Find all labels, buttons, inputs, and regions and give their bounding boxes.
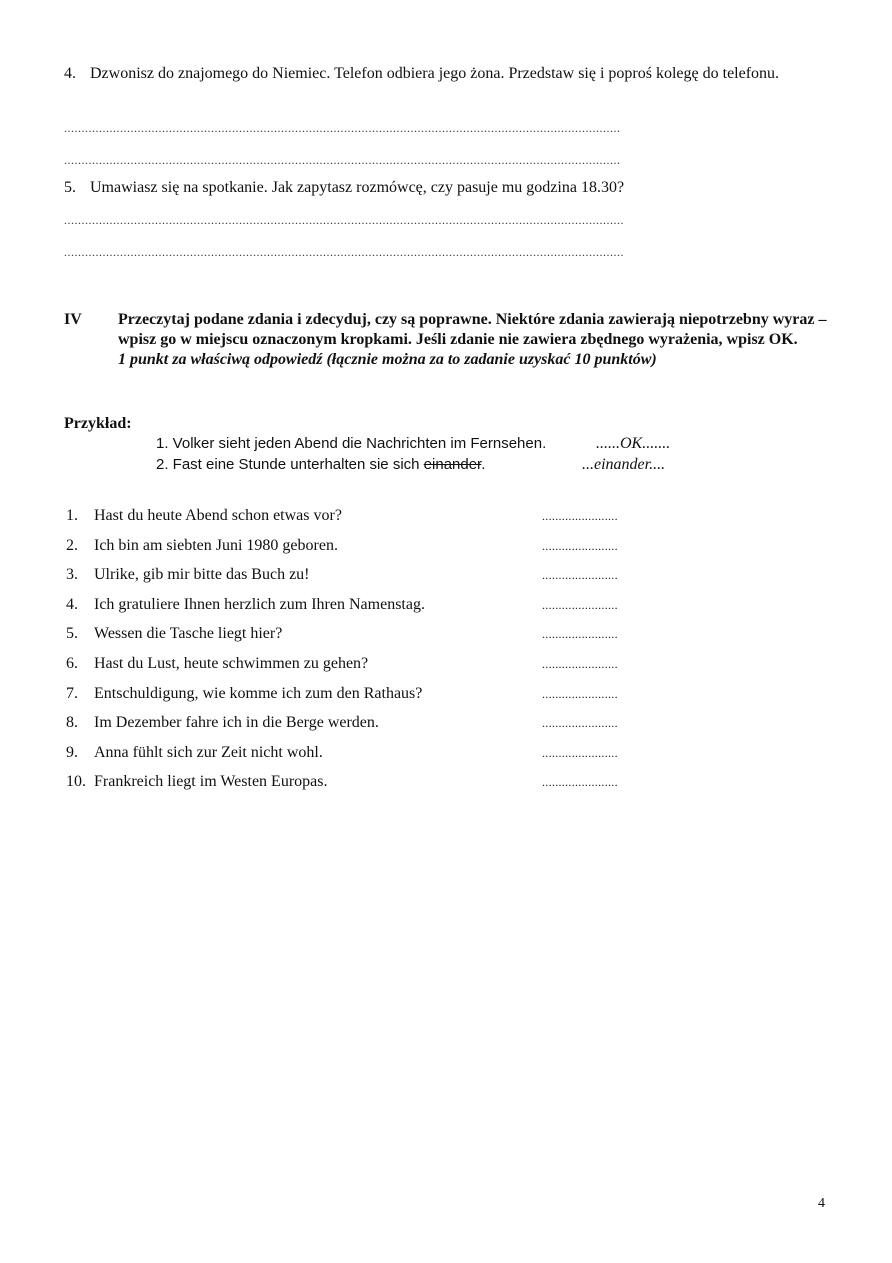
item-sentence: Wessen die Tasche liegt hier? (94, 625, 283, 643)
exercise-item (66, 772, 666, 794)
example-sentence-text: 1. Volker sieht jeden Abend die Nachrichten im Fernsehen. (156, 435, 547, 452)
item-number: 8. (66, 714, 78, 732)
item-number: 6. (66, 655, 78, 672)
answer-line: ............................................................................................................................................................... (64, 121, 621, 135)
question-4 (64, 64, 834, 84)
item-sentence: Anna fühlt sich zur Zeit nicht wohl. (94, 743, 323, 761)
question-number: 4. (64, 65, 76, 82)
question-text: Dzwonisz do znajomego do Niemiec. Telefon odbiera jego żona. Przedstaw się i poproś kolegę do telefonu. (90, 65, 780, 82)
question-number: 5. (64, 179, 76, 196)
item-number: 3. (66, 566, 78, 584)
struck-word: einander (423, 456, 482, 473)
question-5 (64, 178, 834, 198)
item-sentence: Hast du Lust, heute schwimmen zu gehen? (94, 655, 369, 672)
question-text: Umawiasz się na spotkanie. Jak zapytasz rozmówcę, czy pasuje mu godzina 18.30? (90, 179, 625, 196)
answer-blank[interactable]: ....................... (542, 716, 618, 731)
item-number: 10. (66, 773, 86, 791)
example-sentence-text: 2. Fast eine Stunde unterhalten sie sich (156, 456, 424, 473)
item-sentence: Frankreich liegt im Westen Europas. (94, 773, 328, 791)
item-sentence: Hast du heute Abend schon etwas vor? (94, 507, 342, 524)
example-answer: ...einander.... (582, 456, 666, 473)
item-number: 4. (66, 595, 78, 613)
exercise-item (66, 565, 666, 587)
item-sentence: Entschuldigung, wie komme ich zum den Rathaus? (94, 684, 423, 702)
item-sentence: Ulrike, gib mir bitte das Buch zu! (94, 566, 310, 584)
item-sentence: Im Dezember fahre ich in die Berge werden. (94, 714, 379, 732)
example-sentence (156, 434, 546, 454)
example-answer: ......OK....... (596, 435, 671, 452)
item-number: 9. (66, 743, 78, 761)
example-sentence-end: . (481, 456, 486, 473)
exercise-item (66, 506, 666, 528)
answer-blank[interactable]: ....................... (542, 597, 618, 612)
answer-blank[interactable]: ....................... (542, 686, 618, 701)
section-number: IV (64, 311, 82, 328)
exercise-item (66, 684, 666, 706)
answer-line: ................................................................................................................................................................ (64, 213, 624, 227)
answer-blank[interactable]: ....................... (542, 657, 618, 671)
item-number: 1. (66, 507, 78, 524)
instruction-text: Przeczytaj podane zdania i zdecyduj, czy są poprawne. Niektóre zdania zawierają niepotrzebny wyraz – wpisz go w miejscu oznaczonym kropkami. Jeśli zdanie nie zawiera zbędnego wyrażenia, wpisz OK. (118, 311, 827, 348)
page-number: 4 (818, 1196, 825, 1211)
exercise-item (66, 536, 666, 558)
exercise-item (66, 624, 666, 646)
example-sentence (156, 455, 485, 475)
example-title: Przykład: (64, 415, 132, 432)
answer-blank[interactable]: ....................... (542, 775, 618, 790)
answer-blank[interactable]: ....................... (542, 627, 618, 642)
section-instructions (118, 310, 834, 370)
answer-blank[interactable]: ....................... (542, 538, 618, 553)
section-iv-header (64, 310, 834, 370)
item-number: 7. (66, 684, 78, 702)
item-number: 5. (66, 625, 78, 643)
exercise-item (66, 743, 666, 765)
answer-blank[interactable]: ....................... (542, 745, 618, 760)
answer-line: ................................................................................................................................................................ (64, 245, 624, 259)
item-sentence: Ich bin am siebten Juni 1980 geboren. (94, 536, 338, 554)
answer-blank[interactable]: ....................... (542, 568, 618, 583)
exercise-item (66, 713, 666, 735)
item-number: 2. (66, 536, 78, 554)
item-sentence: Ich gratuliere Ihnen herzlich zum Ihren Namenstag. (94, 595, 425, 613)
answer-blank[interactable]: ....................... (542, 509, 618, 523)
answer-line: ............................................................................................................................................................... (64, 153, 621, 167)
exercise-item (66, 595, 666, 617)
exercise-item (66, 654, 666, 676)
scoring-note: 1 punkt za właściwą odpowiedź (łącznie można za to zadanie uzyskać 10 punktów) (118, 351, 657, 368)
